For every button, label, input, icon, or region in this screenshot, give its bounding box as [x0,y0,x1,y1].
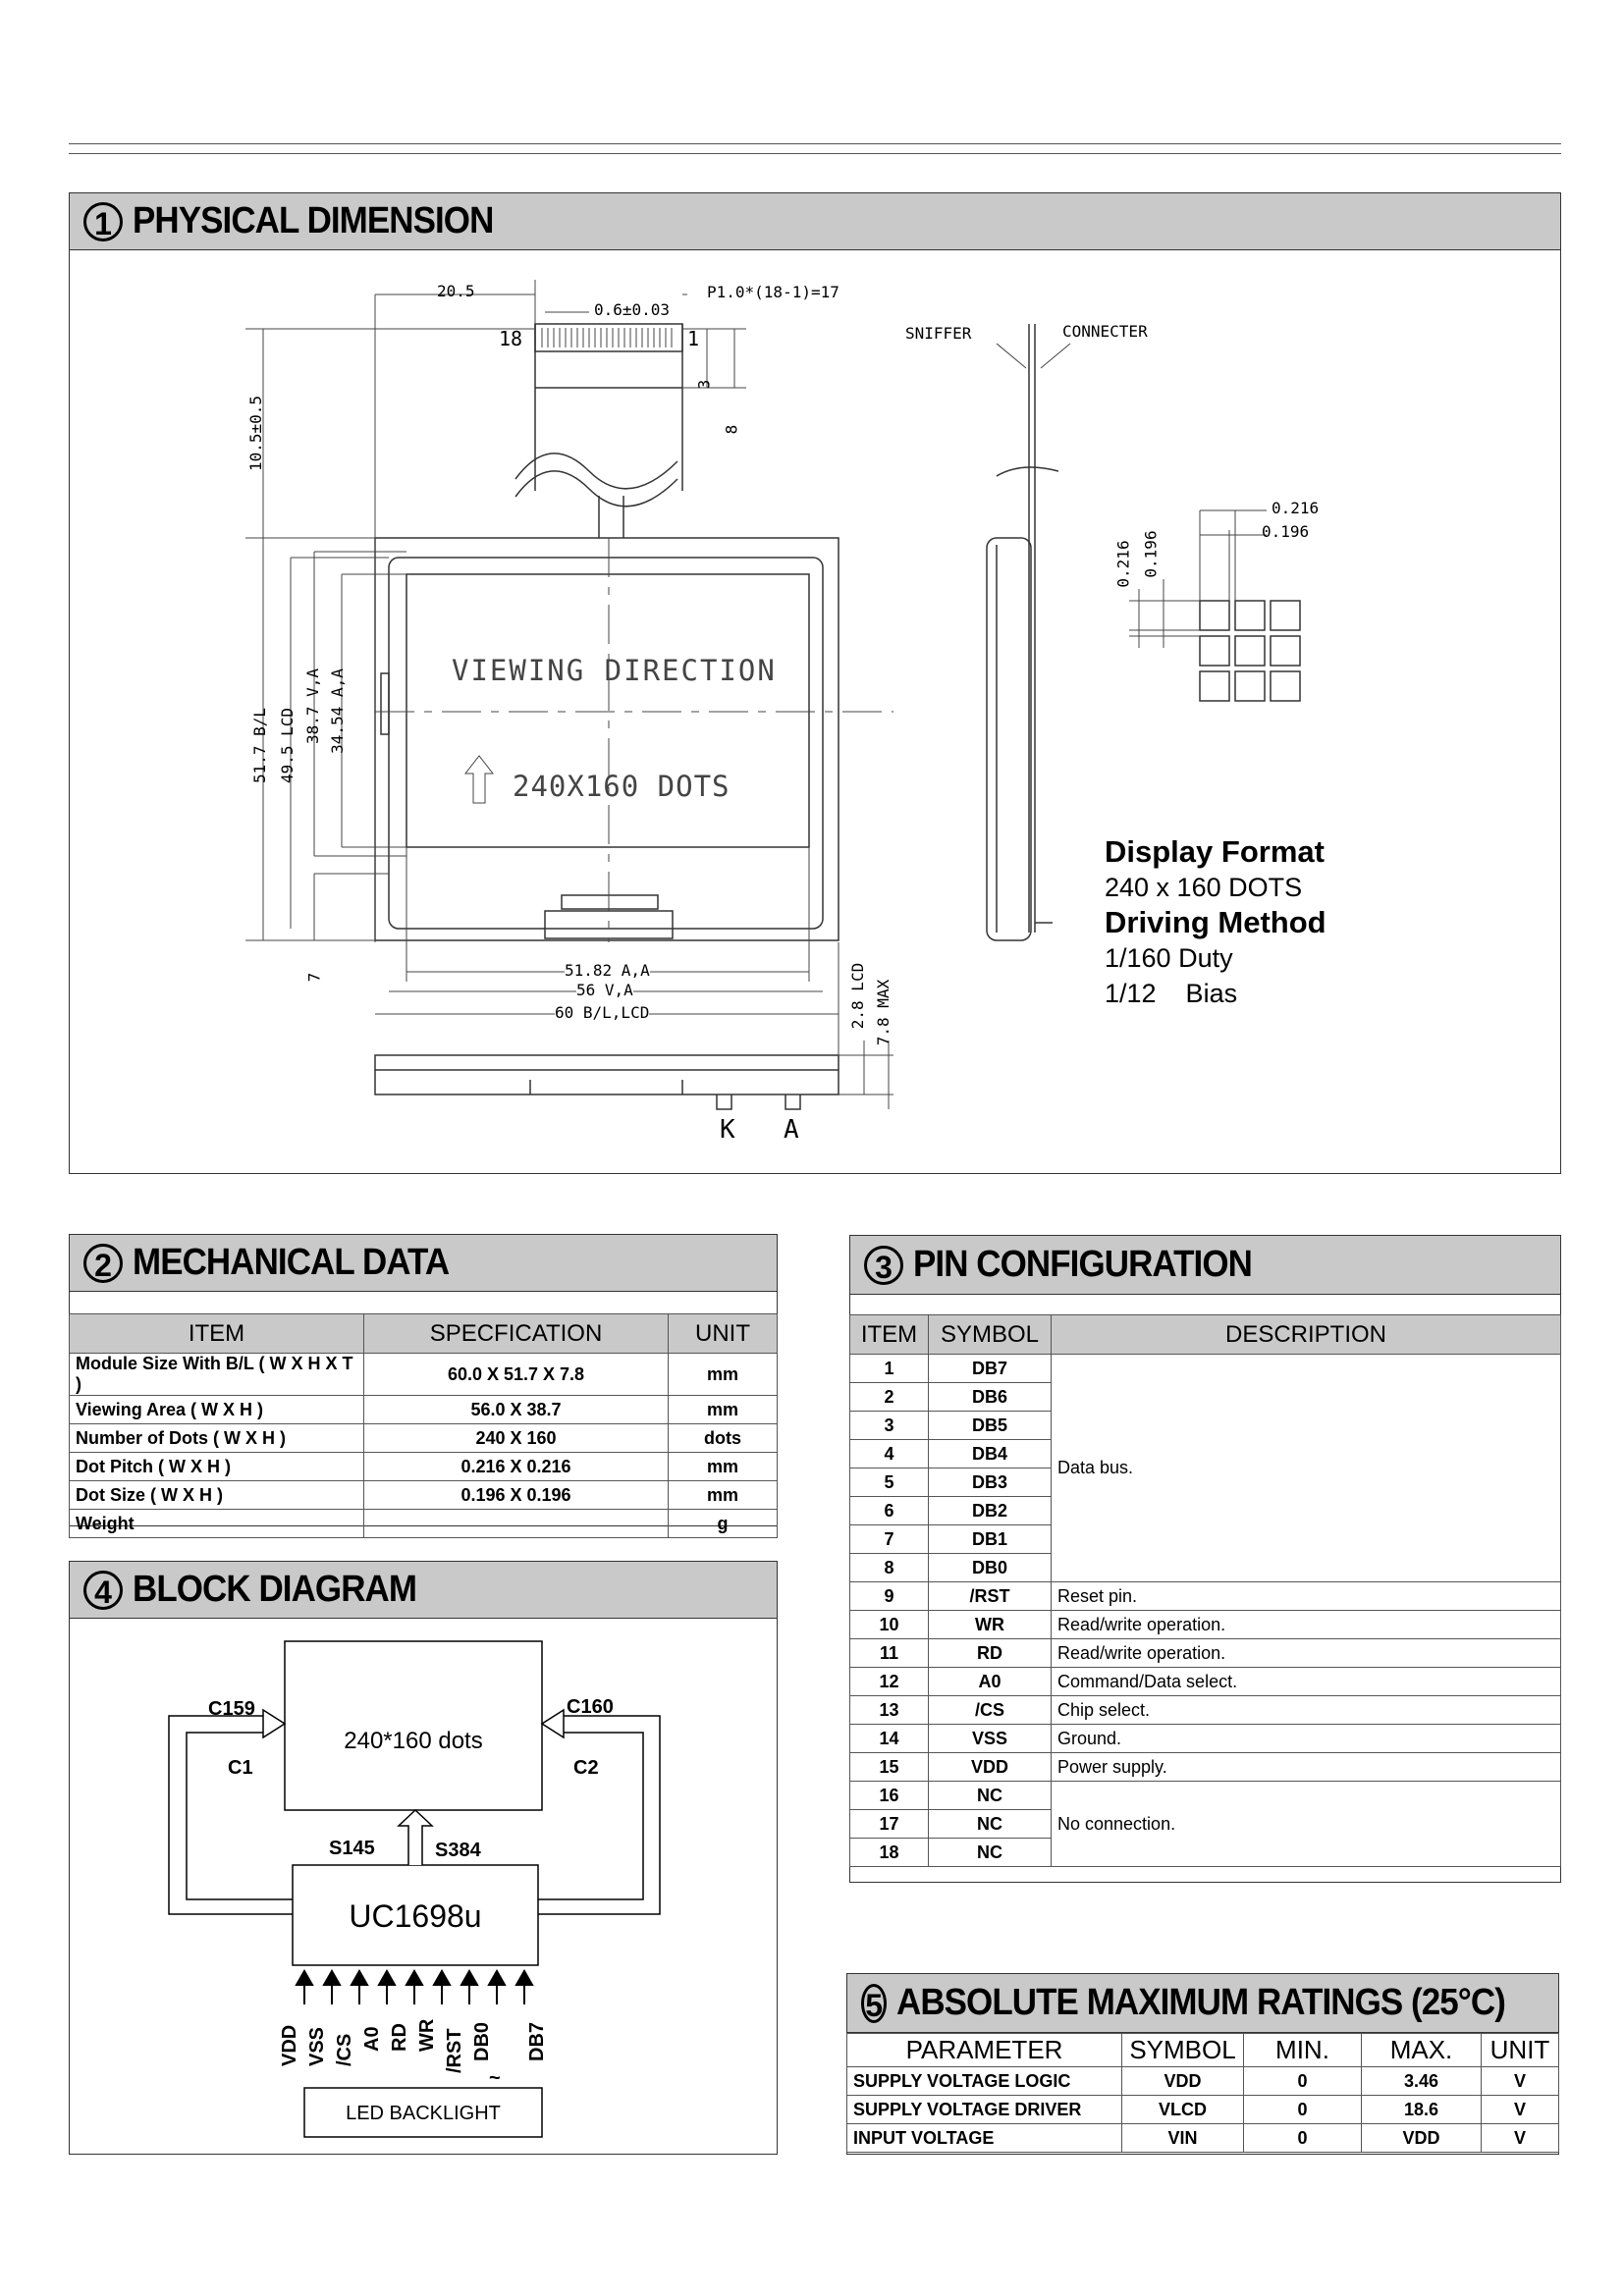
side-view-pins [717,1095,800,1109]
fpc-break-1 [515,454,677,489]
dim-10-5: 10.5±0.5 [246,395,266,472]
dim-7-8: 7.8 MAX [874,979,893,1046]
table-row: 18 NC [850,1839,1561,1867]
section-number: 3 [864,1246,903,1285]
table-row: INPUT VOLTAGE VIN 0 VDD V [847,2124,1559,2153]
dim-20-5: 20.5 [437,282,475,300]
dot-size-v: 0.196 [1141,530,1161,578]
dot-cell [1271,671,1300,701]
table-row: 9 /RST Reset pin. [850,1582,1561,1611]
ratings-header [847,1974,1558,2033]
bottom-clip [562,895,658,909]
table-row: 13 /CS Chip select. [850,1696,1561,1725]
dim-3: 3 [694,379,714,390]
dim-49-5: 49.5 LCD [278,707,298,784]
dim-2-8: 2.8 LCD [848,962,868,1030]
display-format-dots: 240 x 160 DOTS [1105,873,1303,902]
backlight-label: LED BACKLIGHT [346,2103,501,2124]
col-max: MAX. [1362,2034,1482,2067]
dot-cell [1271,601,1300,630]
pin-table [849,1314,1561,1867]
pin-1-label: 1 [687,327,700,350]
table-row: 2 DB6 [850,1383,1561,1412]
dot-cell [1200,601,1229,630]
table-row: 11 RD Read/write operation. [850,1639,1561,1668]
pin-a: A [784,1115,799,1145]
c2-label: C2 [573,1757,599,1779]
pin-label-cs: /CS [334,2033,355,2066]
section-title: MECHANICAL DATA [133,1242,450,1283]
connecter-label: CONNECTER [1062,322,1148,341]
pin-label-rst: /RST [444,2028,465,2073]
dim-pitch: 0.6±0.03 [594,300,671,319]
mechanical-data-section [69,1234,778,1533]
profile-outline [987,538,1031,940]
table-row: 5 DB3 [850,1468,1561,1497]
pin-configuration-section [849,1235,1561,1883]
table-row: 10 WR Read/write operation. [850,1611,1561,1639]
dim-51-82: 51.82 A,A [565,961,650,980]
col-item: ITEM [850,1315,929,1355]
section-number: 5 [861,1984,887,2023]
dot-size-h: 0.196 [1262,522,1310,541]
pin-label-wr: WR [416,2018,438,2052]
c160-label: C160 [567,1696,614,1718]
table-row: 7 DB1 [850,1525,1561,1554]
pin-k: K [720,1115,735,1145]
pin-label-db7: DB7 [526,2021,548,2061]
c1-label: C1 [228,1757,253,1779]
side-tab [381,673,389,734]
side-view-outline [375,1055,839,1095]
col-parameter: PARAMETER [847,2034,1122,2067]
block-diagram-header [70,1562,777,1619]
dim-pin-formula: P1.0*(18-1)=17 [707,283,839,301]
table-row: 17 NC [850,1810,1561,1839]
dim-38-7: 38.7 V,A [303,667,323,745]
c159-label: C159 [208,1698,255,1720]
table-row: 4 DB4 [850,1440,1561,1468]
fpc-break-2 [515,471,677,507]
pin-label-db0: DB0 [471,2021,493,2061]
col-item: ITEM [70,1314,364,1354]
section-title: BLOCK DIAGRAM [133,1569,417,1610]
section-title: PIN CONFIGURATION [913,1244,1252,1285]
table-row: SUPPLY VOLTAGE DRIVER VLCD 0 18.6 V [847,2096,1559,2124]
dot-cell [1200,671,1229,701]
pin-label-vdd: VDD [279,2024,300,2066]
driving-duty: 1/160 Duty [1105,943,1233,973]
fpc-contact-lines [542,328,672,347]
dot-cell [1271,636,1300,666]
table-row: Dot Size ( W X H ) 0.196 X 0.196 mm [70,1481,778,1510]
dot-pitch-v: 0.216 [1113,540,1133,588]
sniffer-label: SNIFFER [905,324,972,343]
pin-18-label: 18 [499,327,523,350]
display-format-block [1105,834,1326,1011]
pin-label-rd: RD [389,2023,410,2052]
pin-configuration-header [850,1236,1560,1295]
section-number: 4 [83,1571,123,1610]
s145-label: S145 [329,1838,375,1859]
block-diagram-section [69,1561,778,2155]
table-row: 1 DB7 Data bus. [850,1355,1561,1383]
table-row: 12 A0 Command/Data select. [850,1668,1561,1696]
col-spec: SPECFICATION [364,1314,669,1354]
table-row: 6 DB2 [850,1497,1561,1525]
table-row: SUPPLY VOLTAGE LOGIC VDD 0 3.46 V [847,2067,1559,2096]
table-row: Viewing Area ( W X H ) 56.0 X 38.7 mm [70,1396,778,1424]
col-description: DESCRIPTION [1052,1315,1561,1355]
table-row: Weight g [70,1510,778,1538]
dot-cell [1235,671,1265,701]
pin-label-vss: VSS [306,2026,328,2066]
display-format-heading: Display Format [1105,834,1325,869]
display-block-label: 240*160 dots [344,1728,483,1754]
table-row: 15 VDD Power supply. [850,1753,1561,1782]
driving-bias: 1/12 Bias [1105,979,1238,1008]
dot-cell [1235,636,1265,666]
dots-label: 240X160 DOTS [513,770,731,803]
dot-cell [1235,601,1265,630]
dim-56: 56 V,A [576,981,633,999]
driving-method-heading: Driving Method [1105,905,1326,939]
viewing-area [406,574,809,847]
dim-51-7: 51.7 B/L [250,707,270,784]
controller-label: UC1698u [349,1898,482,1934]
dim-7: 7 [304,972,324,983]
dot-cell [1200,636,1229,666]
mechanical-data-header [70,1235,777,1292]
ratings-section [846,1973,1559,2155]
table-row: 3 DB5 [850,1412,1561,1440]
pin-label-tilde: ~ [489,2067,501,2089]
ratings-table [846,2033,1559,2153]
pin-label-a0: A0 [361,2026,383,2052]
section-number: 1 [83,202,123,241]
desc-data-bus: Data bus. [1052,1355,1561,1582]
mechanical-table [69,1313,778,1538]
col-symbol: SYMBOL [929,1315,1052,1355]
section-title: PHYSICAL DIMENSION [133,200,494,241]
dim-34-54: 34.54 A,A [327,668,347,754]
table-row: 8 DB0 [850,1554,1561,1582]
table-row: Module Size With B/L ( W X H X T ) 60.0 X 51.7 X 7.8 mm [70,1354,778,1396]
table-row: Dot Pitch ( W X H ) 0.216 X 0.216 mm [70,1453,778,1481]
table-row: 14 VSS Ground. [850,1725,1561,1753]
module-outline [375,538,839,940]
profile-break [997,467,1058,476]
col-min: MIN. [1244,2034,1362,2067]
col-symbol: SYMBOL [1122,2034,1244,2067]
sniffer-leader [997,344,1026,368]
section-title: ABSOLUTE MAXIMUM RATINGS (25°C) [896,1982,1506,2023]
lcd-outline [389,558,823,929]
table-row: Number of Dots ( W X H ) 240 X 160 dots [70,1424,778,1453]
section-number: 2 [83,1244,123,1283]
up-arrow [465,756,493,803]
connecter-leader [1041,344,1070,368]
dim-8: 8 [722,424,741,435]
dot-pitch-h: 0.216 [1272,499,1320,517]
table-row: 16 NC No connection. [850,1782,1561,1810]
col-unit: UNIT [669,1314,778,1354]
s384-label: S384 [435,1840,481,1861]
col-unit: UNIT [1482,2034,1559,2067]
dim-60: 60 B/L,LCD [555,1003,650,1022]
viewing-direction: VIEWING DIRECTION [452,654,777,687]
